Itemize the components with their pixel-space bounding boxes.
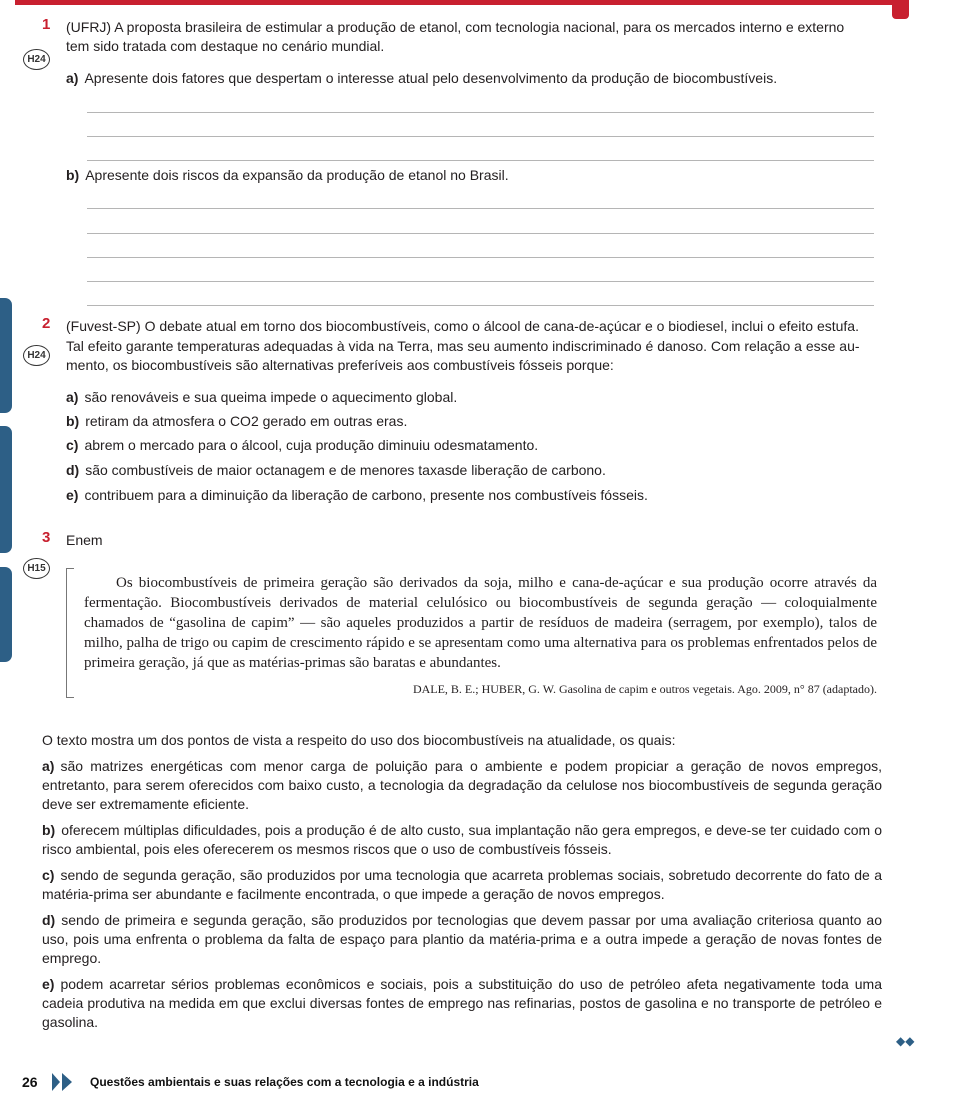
question-2-option-e[interactable] (66, 486, 881, 504)
question-2-text-line3: mento, os biocombustíveis são alternativas preferíveis aos combustíveis fósseis porque: (66, 357, 614, 373)
part-text: Apresente dois fatores que despertam o interesse atual pelo desenvolvimento da produção de biocombustíveis. (84, 70, 778, 86)
question-3-option-d[interactable] (42, 911, 882, 968)
question-1-part-a (66, 69, 881, 87)
question-1-skill-badge: H24 (23, 49, 50, 70)
answer-line[interactable] (87, 233, 874, 234)
side-tab-2 (0, 426, 12, 553)
option-label: d) (42, 912, 56, 928)
part-label: b) (66, 167, 80, 183)
option-text: podem acarretar sérios problemas econômicos e sociais, pois a substituição do uso de petróleo afeta negativamente toda uma cadeia produtiva na medida em que exclui diversas fontes de emprego nas refinarias, postos de gasolina e no transporte de petróleo e gasolina. (42, 976, 882, 1030)
question-3-prompt: O texto mostra um dos pontos de vista a respeito do uso dos biocombustíveis na atualidade, os quais: (42, 732, 676, 748)
question-2-option-c[interactable] (66, 436, 881, 454)
option-label: b) (42, 822, 56, 838)
option-text: são renováveis e sua queima impede o aquecimento global. (84, 389, 458, 405)
question-3-skill-badge: H15 (23, 558, 50, 579)
question-2-option-a[interactable] (66, 388, 881, 406)
top-flag (892, 0, 909, 19)
option-text: são combustíveis de maior octanagem e de menores taxasde liberação de carbono. (85, 462, 606, 478)
option-text: contribuem para a diminuição da liberação de carbono, presente nos combustíveis fósseis. (84, 487, 648, 503)
answer-line[interactable] (87, 112, 874, 113)
question-2-skill-badge: H24 (23, 345, 50, 366)
continue-arrow-icon: ◆◆ (896, 1034, 915, 1048)
option-text: sendo de primeira e segunda geração, são produzidos por tecnologias que devem passar por uma avaliação criteriosa quanto ao uso, pois uma enfrenta o problema da falta de espaço para plantio da matéria-prima e a outra impede a geração de novas fontes de emprego. (42, 912, 882, 966)
option-label: a) (66, 389, 79, 405)
footer-chapter-title: Questões ambientais e suas relações com a tecnologia e a indústria (90, 1075, 479, 1089)
side-tab-3 (0, 567, 12, 662)
quote-block (84, 573, 877, 673)
quote-bracket (66, 568, 75, 698)
question-3-option-a[interactable] (42, 757, 882, 814)
question-2-option-d[interactable] (66, 461, 881, 479)
answer-line[interactable] (87, 257, 874, 258)
option-label: a) (42, 758, 55, 774)
page-number: 26 (22, 1074, 38, 1090)
option-label: c) (42, 867, 55, 883)
question-1-text-line1: (UFRJ) A proposta brasileira de estimular a produção de etanol, com tecnologia nacional, para os mercados interno e externo (66, 19, 845, 35)
question-3-option-b[interactable] (42, 821, 882, 859)
question-2-option-b[interactable] (66, 412, 881, 430)
quote-citation: DALE, B. E.; HUBER, G. W. Gasolina de capim e outros vegetais. Ago. 2009, n° 87 (adaptado). (412, 682, 877, 696)
question-1-text-line2: tem sido tratada com destaque no cenário mundial. (66, 38, 385, 54)
option-text: oferecem múltiplas dificuldades, pois a produção é de alto custo, sua implantação não gera empregos, e deve-se ter cuidado com o risco ambiental, pois eles oferecerem os mesmos riscos que o uso de combustíveis fósseis. (42, 822, 882, 857)
question-3-option-c[interactable] (42, 866, 882, 904)
question-3-source: Enem (66, 532, 103, 548)
quote-text: Os biocombustíveis de primeira geração são derivados da soja, milho e cana-de-açúcar e sua produção ocorre através da fermentação. Biocombustíveis derivados de material celulósico ou biocombustíveis de segunda geração — coloquialmente chamados de “gasolina de capim” — são aqueles produzidos a partir de resíduos de madeira (serragem, por exemplo), talos de milho, palha de trigo ou capim de crescimento rápido e se apresentam como uma alternativa para os problemas enfrentados pelos de primeira geração, já que as matérias-primas são baratas e abundantes. (84, 575, 877, 671)
question-1-part-b (66, 166, 881, 184)
option-label: d) (66, 462, 80, 478)
question-3-number: 3 (42, 529, 51, 546)
option-label: e) (42, 976, 55, 992)
question-3-option-e[interactable] (42, 975, 882, 1032)
option-label: c) (66, 437, 79, 453)
part-label: a) (66, 70, 79, 86)
answer-line[interactable] (87, 281, 874, 282)
footer-arrow-icon (62, 1073, 72, 1091)
option-text: são matrizes energéticas com menor carga de poluição para o ambiente e podem propiciar a geração de novos empregos, entretanto, para serem oferecidos com baixo custo, a tecnologia da degradação da celulose nos biocombustíveis de segunda geração deve ser extremamente eficiente. (42, 758, 882, 812)
question-2-number: 2 (42, 315, 51, 332)
option-text: abrem o mercado para o álcool, cuja produção diminuiu odesmatamento. (84, 437, 539, 453)
option-text: retiram da atmosfera o CO2 gerado em outras eras. (85, 413, 408, 429)
option-label: b) (66, 413, 80, 429)
answer-line[interactable] (87, 208, 874, 209)
answer-line[interactable] (87, 305, 874, 306)
part-text: Apresente dois riscos da expansão da produção de etanol no Brasil. (85, 167, 509, 183)
option-label: e) (66, 487, 79, 503)
answer-line[interactable] (87, 136, 874, 137)
footer-arrow-icon (52, 1073, 60, 1091)
question-2-text-line2: Tal efeito garante temperaturas adequadas à vida na Terra, mas seu aumento indiscriminado é danoso. Com relação a esse au- (66, 338, 860, 354)
option-text: sendo de segunda geração, são produzidos por uma tecnologia que acarreta problemas sociais, sobretudo decorrente do fato de a matéria-prima ser abundante e facilmente encontrada, o que impede a geração de novos empregos. (42, 867, 882, 902)
top-bar (15, 0, 908, 5)
side-tab-1 (0, 298, 12, 413)
question-2-text-line1: (Fuvest-SP) O debate atual em torno dos biocombustíveis, como o álcool de cana-de-açúcar e o biodiesel, inclui o efeito estufa. (66, 318, 859, 334)
question-1-number: 1 (42, 16, 51, 33)
answer-line[interactable] (87, 160, 874, 161)
